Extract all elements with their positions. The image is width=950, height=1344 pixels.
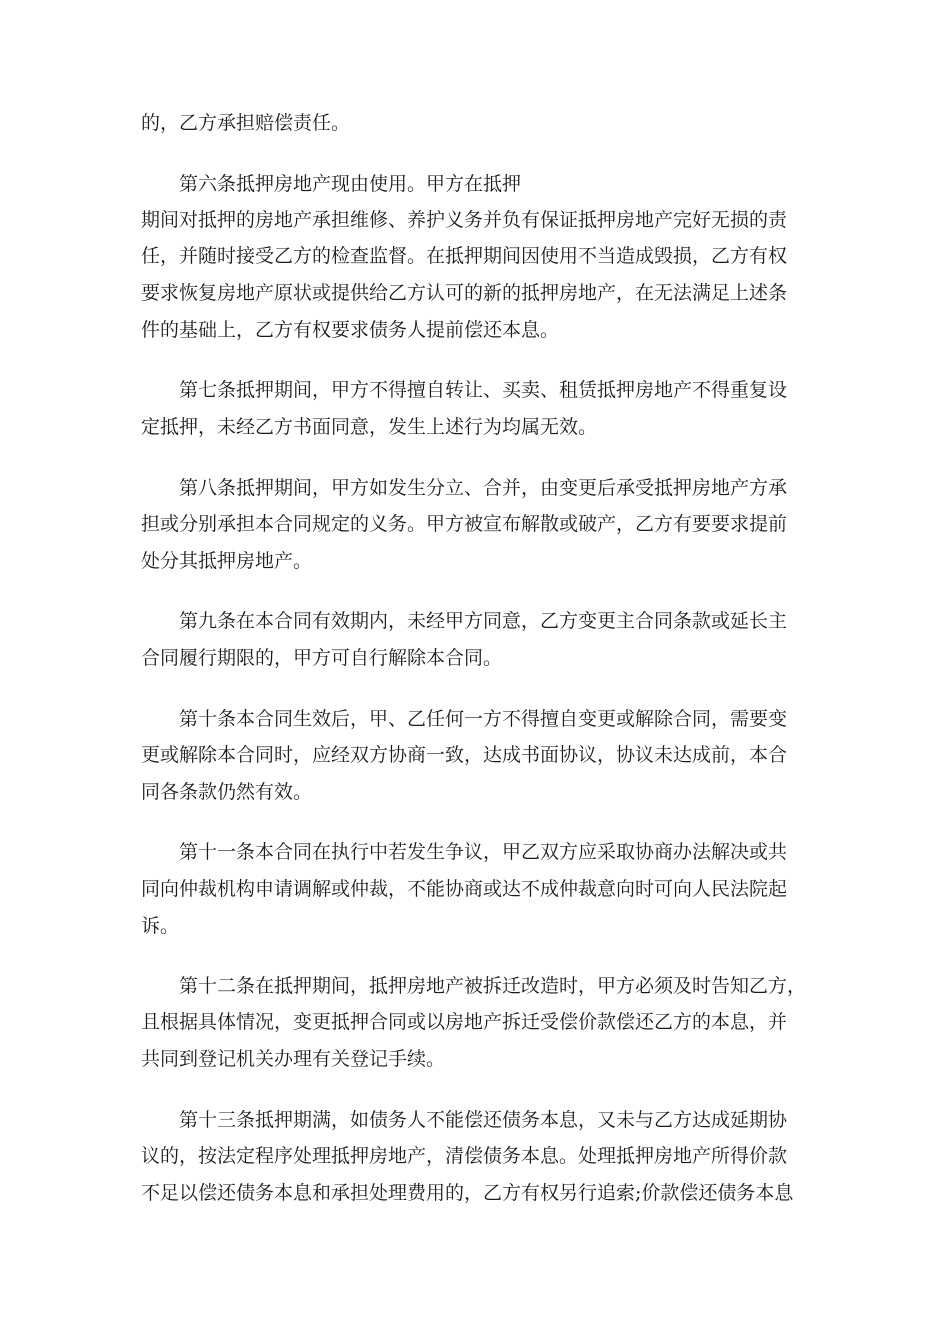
text-line: 且根据具体情况，变更抵押合同或以房地产拆迁受偿价款偿还乙方的本息，并: [141, 1011, 788, 1033]
paragraph-8-line: 第八条抵押期间，甲方如发生分立、合并，由变更后承受抵押房地产方承: [179, 477, 788, 499]
paragraph-12-line: 第十二条在抵押期间，抵押房地产被拆迁改造时，甲方必须及时告知乙方，: [179, 975, 807, 997]
text-line: 的，乙方承担赔偿责任。: [141, 112, 351, 134]
paragraph-10-line: 第十条本合同生效后，甲、乙任何一方不得擅自变更或解除合同，需要变: [179, 708, 788, 730]
text-line: 期间对抵押的房地产承担维修、养护义务并负有保证抵押房地产完好无损的责: [141, 209, 788, 231]
text-line: 件的基础上，乙方有权要求债务人提前偿还本息。: [141, 319, 560, 341]
text-line: 更或解除本合同时，应经双方协商一致，达成书面协议，协议未达成前，本合: [141, 744, 788, 766]
text-line: 不足以偿还债务本息和承担处理费用的，乙方有权另行追索;价款偿还债务本息: [141, 1182, 794, 1204]
text-line: 任，并随时接受乙方的检查监督。在抵押期间因使用不当造成毁损，乙方有权: [141, 245, 788, 267]
text-line: 同各条款仍然有效。: [141, 781, 313, 803]
text-line: 处分其抵押房地产。: [141, 550, 313, 572]
text-line: 同向仲裁机构申请调解或仲裁，不能协商或达不成仲裁意向时可向人民法院起: [141, 878, 788, 900]
paragraph-7-line: 第七条抵押期间，甲方不得擅自转让、买卖、租赁抵押房地产不得重复设: [179, 379, 788, 401]
text-line: 定抵押，未经乙方书面同意，发生上述行为均属无效。: [141, 416, 598, 438]
text-line: 合同履行期限的，甲方可自行解除本合同。: [141, 647, 503, 669]
text-line: 要求恢复房地产原状或提供给乙方认可的新的抵押房地产，在无法满足上述条: [141, 282, 788, 304]
paragraph-13-line: 第十三条抵押期满，如债务人不能偿还债务本息，又未与乙方达成延期协: [179, 1109, 788, 1131]
text-line: 共同到登记机关办理有关登记手续。: [141, 1048, 446, 1070]
paragraph-6-line: 第六条抵押房地产现由使用。甲方在抵押: [179, 173, 522, 195]
text-line: 担或分别承担本合同规定的义务。甲方被宣布解散或破产，乙方有要要求提前: [141, 513, 788, 535]
paragraph-11-line: 第十一条本合同在执行中若发生争议，甲乙双方应采取协商办法解决或共: [179, 841, 788, 863]
text-line: 诉。: [141, 915, 180, 937]
text-line: 议的，按法定程序处理抵押房地产，清偿债务本息。处理抵押房地产所得价款: [141, 1145, 788, 1167]
paragraph-9-line: 第九条在本合同有效期内，未经甲方同意，乙方变更主合同条款或延长主: [179, 610, 788, 632]
